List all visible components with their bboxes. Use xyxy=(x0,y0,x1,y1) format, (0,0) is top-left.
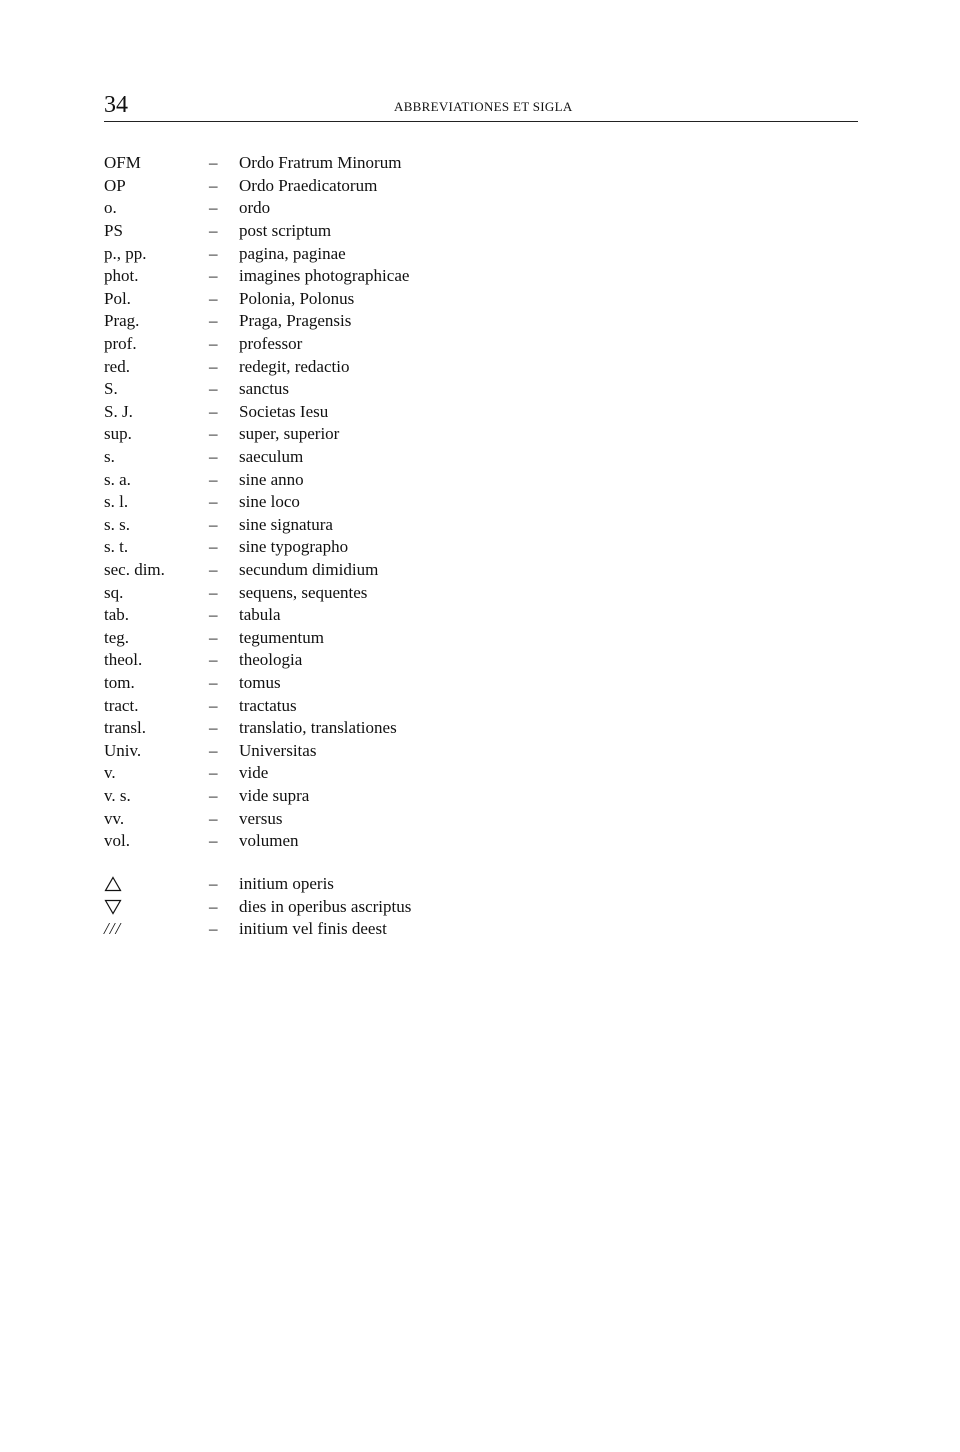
abbreviation-row xyxy=(104,468,604,491)
running-head xyxy=(104,90,858,122)
abbreviation-meaning: translatio, translationes xyxy=(239,718,397,738)
dash: – xyxy=(209,334,218,354)
dash: – xyxy=(209,311,218,331)
dash: – xyxy=(209,650,218,670)
abbreviation: phot. xyxy=(104,266,139,286)
abbreviation-row xyxy=(104,401,604,424)
abbreviation-meaning: redegit, redactio xyxy=(239,356,350,376)
abbreviation-meaning: tabula xyxy=(239,605,281,625)
abbreviation-row xyxy=(104,242,604,265)
abbreviation-row xyxy=(104,491,604,514)
dash: – xyxy=(209,763,218,783)
dash: – xyxy=(209,469,218,489)
abbreviation-row xyxy=(104,785,604,808)
running-head-title: ABBREVIATIONES ET SIGLA xyxy=(394,99,573,114)
dash: – xyxy=(209,221,218,241)
dash: – xyxy=(209,808,218,828)
dash: – xyxy=(209,401,218,421)
abbreviation-meaning: Universitas xyxy=(239,740,317,760)
abbreviation: vv. xyxy=(104,808,125,828)
abbreviation: Univ. xyxy=(104,740,142,760)
abbreviation: theol. xyxy=(104,650,143,670)
abbreviation: s. s. xyxy=(104,514,130,534)
dash: – xyxy=(209,695,218,715)
abbreviation-meaning: ordo xyxy=(239,198,271,218)
dash: – xyxy=(209,627,218,647)
abbreviation: PS xyxy=(104,221,123,241)
abbreviation-row xyxy=(104,581,604,604)
abbreviation-row xyxy=(104,220,604,243)
dash: – xyxy=(209,740,218,760)
abbreviation-meaning: theologia xyxy=(239,650,303,670)
dash: – xyxy=(209,424,218,444)
abbreviation: vol. xyxy=(104,831,130,851)
abbreviation-meaning: sequens, sequentes xyxy=(239,582,368,602)
abbreviation-list xyxy=(104,152,604,852)
abbreviation-row xyxy=(104,694,604,717)
abbreviation-row xyxy=(104,649,604,672)
abbreviation-row xyxy=(104,604,604,627)
abbreviation: red. xyxy=(104,356,130,376)
abbreviation-meaning: Ordo Praedicatorum xyxy=(239,175,378,195)
abbreviation-meaning: sine signatura xyxy=(239,514,333,534)
abbreviation-row xyxy=(104,762,604,785)
abbreviation: prof. xyxy=(104,334,137,354)
abbreviation-meaning: vide xyxy=(239,763,269,783)
abbreviation: sup. xyxy=(104,424,132,444)
abbreviation: tract. xyxy=(104,695,139,715)
triangle-down-icon xyxy=(104,899,209,915)
abbreviation-row xyxy=(104,514,604,537)
abbreviation-meaning: professor xyxy=(239,334,303,354)
header-rule xyxy=(104,121,858,122)
abbreviation-meaning: saeculum xyxy=(239,447,304,467)
triangle-up-icon xyxy=(104,876,209,892)
sigla-meaning: initium operis xyxy=(239,874,334,894)
abbreviation-row xyxy=(104,378,604,401)
abbreviation-meaning: sanctus xyxy=(239,379,290,399)
dash: – xyxy=(209,831,218,851)
sigla-row xyxy=(104,896,604,919)
triple-slash-icon xyxy=(104,918,209,940)
dash: – xyxy=(209,559,218,579)
triple-slash-text: /// xyxy=(104,919,122,939)
abbreviation-meaning: imagines photographicae xyxy=(239,266,410,286)
abbreviation-meaning: tegumentum xyxy=(239,627,324,647)
abbreviation: s. l. xyxy=(104,492,129,512)
dash: – xyxy=(209,447,218,467)
page-number: 34 xyxy=(104,92,128,118)
abbreviation: v. xyxy=(104,763,116,783)
abbreviation: s. a. xyxy=(104,469,131,489)
abbreviation: OFM xyxy=(104,153,141,173)
abbreviation-row xyxy=(104,288,604,311)
sigla-meaning: initium vel finis deest xyxy=(239,919,387,939)
abbreviation-row xyxy=(104,265,604,288)
abbreviation-meaning: volumen xyxy=(239,831,299,851)
dash: – xyxy=(209,175,218,195)
dash: – xyxy=(209,874,218,894)
abbreviation-meaning: vide supra xyxy=(239,785,310,805)
abbreviation-row xyxy=(104,717,604,740)
dash: – xyxy=(209,672,218,692)
dash: – xyxy=(209,379,218,399)
abbreviation-row xyxy=(104,446,604,469)
sigla-row xyxy=(104,918,604,941)
abbreviation-row xyxy=(104,333,604,356)
dash: – xyxy=(209,198,218,218)
abbreviation-meaning: sine anno xyxy=(239,469,304,489)
abbreviation-meaning: Societas Iesu xyxy=(239,401,329,421)
dash: – xyxy=(209,514,218,534)
dash: – xyxy=(209,356,218,376)
abbreviation-row xyxy=(104,197,604,220)
abbreviation-meaning: Polonia, Polonus xyxy=(239,288,355,308)
abbreviation-meaning: sine loco xyxy=(239,492,300,512)
abbreviation: p., pp. xyxy=(104,243,147,263)
abbreviation: o. xyxy=(104,198,117,218)
abbreviation: tom. xyxy=(104,672,135,692)
abbreviation: teg. xyxy=(104,627,130,647)
abbreviation-row xyxy=(104,807,604,830)
abbreviation-meaning: versus xyxy=(239,808,283,828)
dash: – xyxy=(209,266,218,286)
abbreviation-meaning: secundum dimidium xyxy=(239,559,379,579)
abbreviation-row xyxy=(104,739,604,762)
abbreviation-row xyxy=(104,559,604,582)
abbreviation: v. s. xyxy=(104,785,131,805)
dash: – xyxy=(209,605,218,625)
abbreviation: transl. xyxy=(104,718,147,738)
abbreviation-meaning: tractatus xyxy=(239,695,297,715)
dash: – xyxy=(209,582,218,602)
dash: – xyxy=(209,243,218,263)
sigla-meaning: dies in operibus ascriptus xyxy=(239,896,412,916)
dash: – xyxy=(209,785,218,805)
dash: – xyxy=(209,896,218,916)
abbreviation-meaning: Ordo Fratrum Minorum xyxy=(239,153,402,173)
abbreviation-meaning: Praga, Pragensis xyxy=(239,311,352,331)
abbreviation-row xyxy=(104,536,604,559)
abbreviation-row xyxy=(104,626,604,649)
abbreviation: tab. xyxy=(104,605,130,625)
abbreviation: Prag. xyxy=(104,311,140,331)
abbreviation-meaning: post scriptum xyxy=(239,221,332,241)
abbreviation-meaning: super, superior xyxy=(239,424,340,444)
abbreviation-row xyxy=(104,830,604,853)
dash: – xyxy=(209,919,218,939)
abbreviation: s. t. xyxy=(104,537,129,557)
abbreviation-row xyxy=(104,175,604,198)
abbreviation-row xyxy=(104,310,604,333)
abbreviation-meaning: tomus xyxy=(239,672,281,692)
abbreviation: S. J. xyxy=(104,401,133,421)
abbreviation-meaning: pagina, paginae xyxy=(239,243,346,263)
abbreviation: Pol. xyxy=(104,288,131,308)
sigla-list xyxy=(104,873,604,941)
abbreviation-row xyxy=(104,355,604,378)
abbreviation: s. xyxy=(104,447,115,467)
abbreviation: S. xyxy=(104,379,118,399)
abbreviation: OP xyxy=(104,175,126,195)
dash: – xyxy=(209,718,218,738)
dash: – xyxy=(209,492,218,512)
abbreviation: sq. xyxy=(104,582,124,602)
dash: – xyxy=(209,537,218,557)
dash: – xyxy=(209,153,218,173)
abbreviation: sec. dim. xyxy=(104,559,165,579)
abbreviation-row xyxy=(104,672,604,695)
abbreviation-row xyxy=(104,152,604,175)
dash: – xyxy=(209,288,218,308)
abbreviation-meaning: sine typographo xyxy=(239,537,349,557)
abbreviation-row xyxy=(104,423,604,446)
sigla-row xyxy=(104,873,604,896)
